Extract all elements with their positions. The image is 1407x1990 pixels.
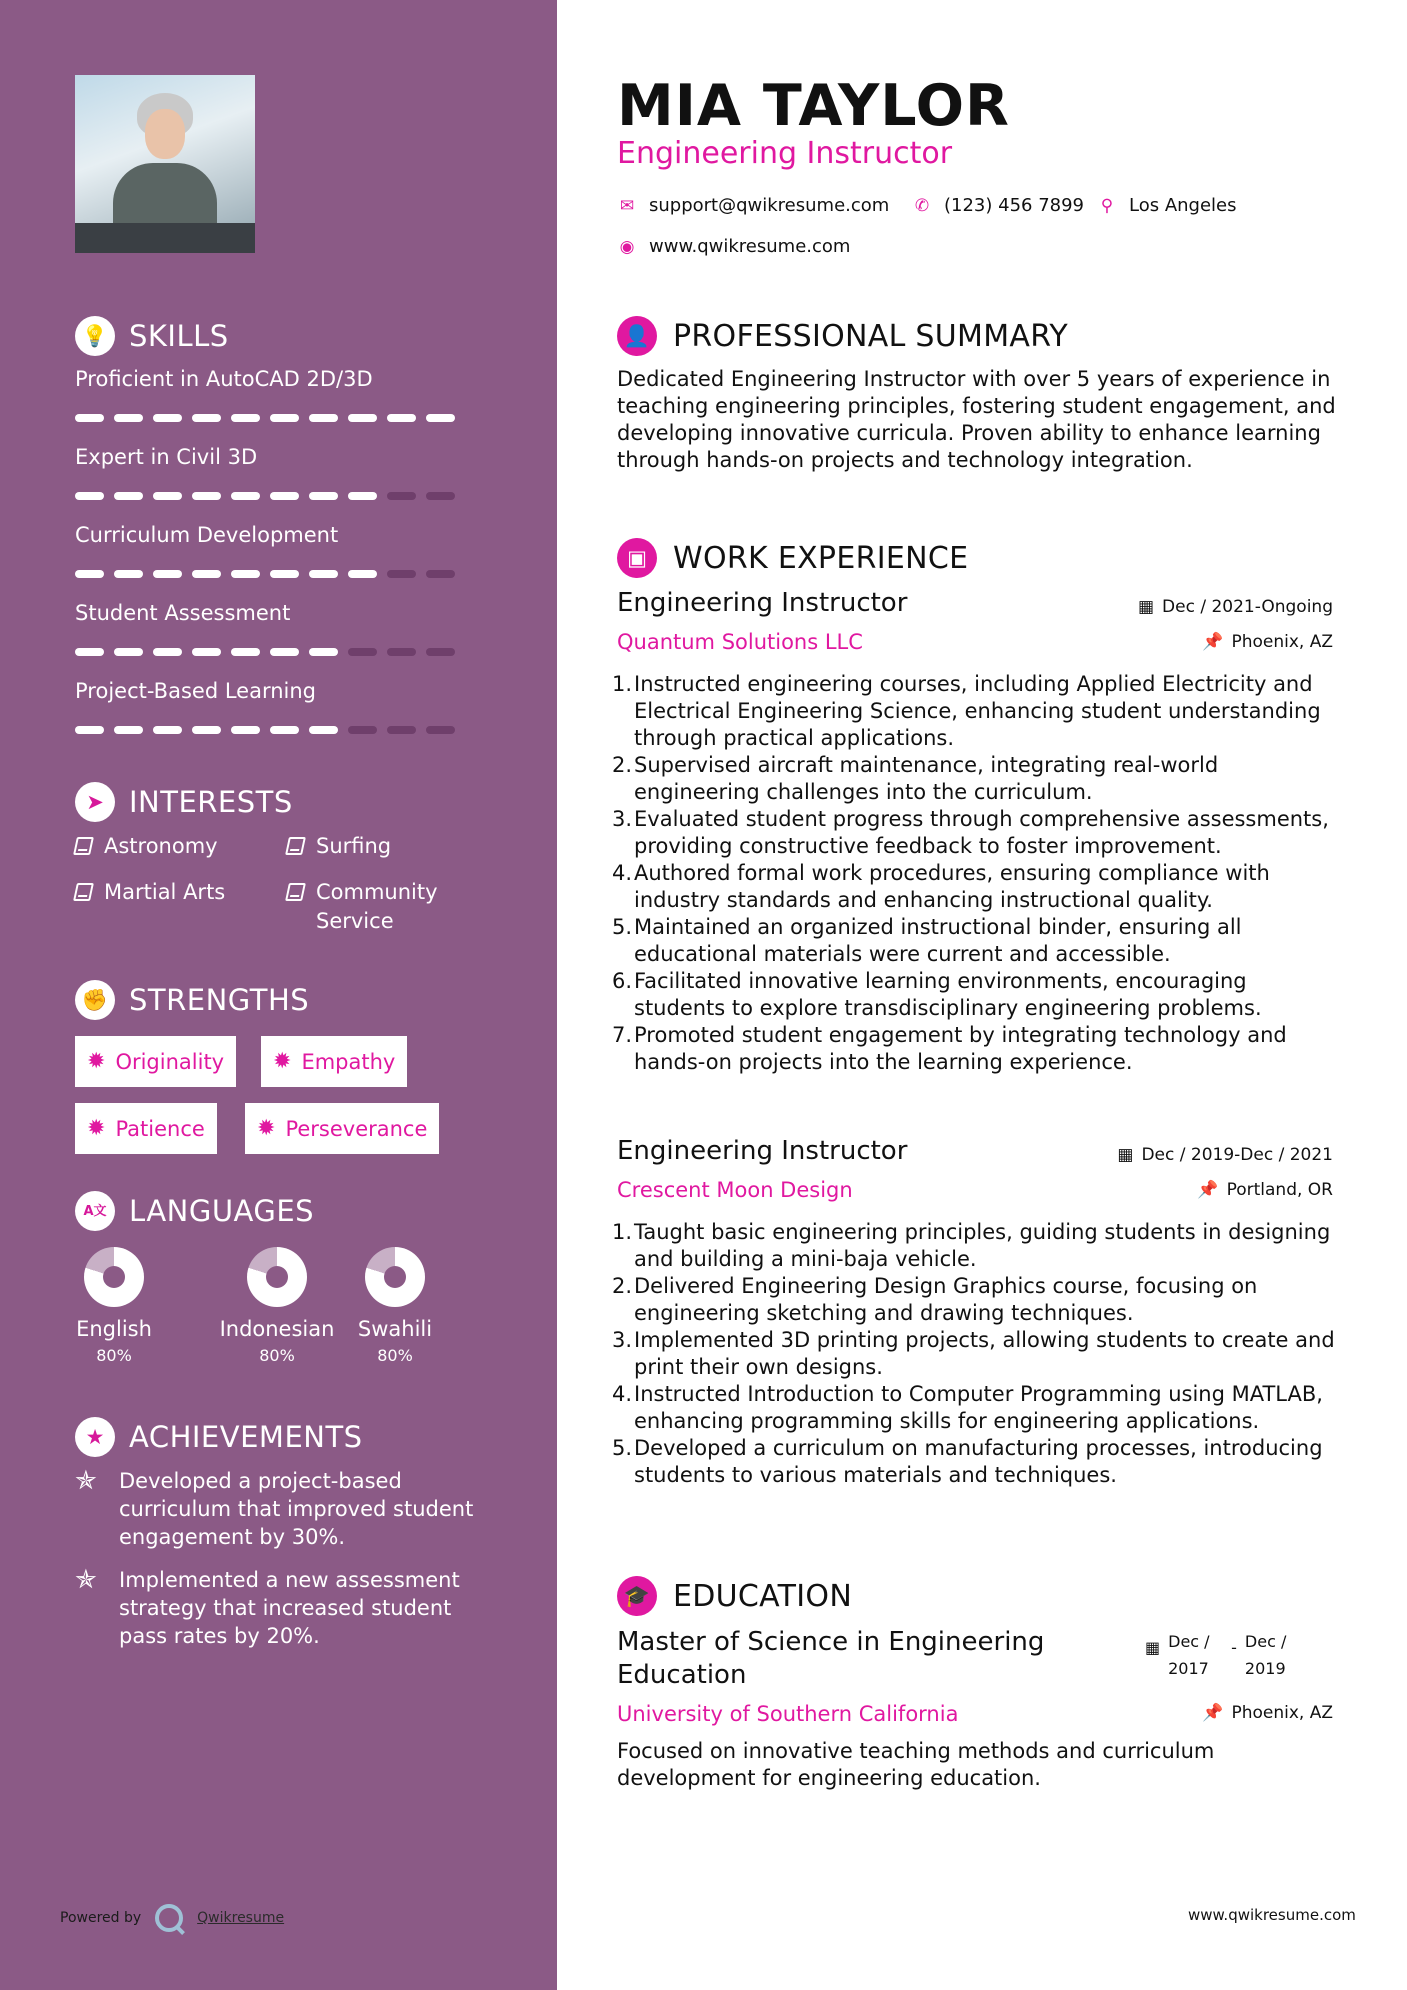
skill-level-dash <box>309 726 338 734</box>
skill-level-dash <box>348 570 377 578</box>
skill-level-dash <box>309 414 338 422</box>
star-icon: ★ <box>75 1417 115 1457</box>
skill-name: Student Assessment <box>75 601 291 625</box>
skill-level-dash <box>192 570 221 578</box>
language-item: Indonesian 80% <box>212 1247 342 1365</box>
skill-name: Expert in Civil 3D <box>75 445 258 469</box>
skill-level-dash <box>192 726 221 734</box>
job-bullet: 4. Instructed Introduction to Computer Programming using MATLAB, enhancing programming skills for engineering applications. <box>612 1382 1323 1433</box>
skill-level-dash <box>309 570 338 578</box>
skill-level-bar <box>75 492 495 500</box>
school-name: University of Southern California <box>617 1702 959 1726</box>
job-1-bullets <box>612 671 1340 1076</box>
envelope-icon: ✉ <box>619 195 635 216</box>
book-icon <box>73 837 94 855</box>
skill-level-bar <box>75 414 495 422</box>
skill-level-dash <box>387 570 416 578</box>
language-level-chart <box>247 1247 307 1307</box>
pin-icon: 📌 <box>1197 1180 1219 1200</box>
skill-name: Project-Based Learning <box>75 679 316 703</box>
job-2-title: Engineering Instructor <box>617 1136 908 1166</box>
skill-level-dash <box>348 414 377 422</box>
skill-item <box>75 366 495 422</box>
pin-icon: 📌 <box>1202 1703 1224 1723</box>
skill-level-dash <box>114 414 143 422</box>
skill-item <box>75 678 495 734</box>
brand-link[interactable]: Qwikresume <box>197 1910 285 1926</box>
language-level-chart <box>365 1247 425 1307</box>
skill-level-dash <box>231 726 260 734</box>
skill-level-dash <box>309 492 338 500</box>
candidate-name: MIA TAYLOR <box>617 73 1010 139</box>
lightbulb-icon: 💡 <box>75 316 115 356</box>
skill-level-dash <box>153 570 182 578</box>
skill-level-dash <box>387 492 416 500</box>
education-location: 📌 Phoenix, AZ <box>1202 1703 1333 1723</box>
skill-level-dash <box>231 570 260 578</box>
achievement-item: ✯ Developed a project-based curriculum that improved student engagement by 30%. <box>75 1466 474 1549</box>
skill-level-dash <box>231 492 260 500</box>
skills-header <box>75 316 229 356</box>
skill-level-dash <box>192 648 221 656</box>
skill-level-bar <box>75 570 495 578</box>
powered-by: Powered by Qwikresume <box>60 1904 284 1932</box>
skills-heading: SKILLS <box>129 319 229 353</box>
skill-level-dash <box>270 648 299 656</box>
strengths-heading: STRENGTHS <box>129 983 310 1017</box>
job-2-dates: ▦ Dec / 2019-Dec / 2021 <box>1117 1145 1333 1165</box>
footer-url[interactable]: www.qwikresume.com <box>1188 1906 1356 1924</box>
job-bullet: 6. Facilitated innovative learning environments, encouraging students to explore transdisciplinary engineering problems. <box>612 969 1262 1020</box>
strength-badge: ✹ Empathy <box>261 1036 407 1087</box>
paper-plane-icon: ➤ <box>75 782 115 822</box>
skill-item <box>75 522 495 578</box>
skill-level-dash <box>114 570 143 578</box>
job-bullet: 5. Developed a curriculum on manufacturing processes, introducing students to various materials and techniques. <box>612 1436 1323 1487</box>
skill-level-dash <box>270 726 299 734</box>
website-link[interactable]: www.qwikresume.com <box>649 236 851 257</box>
strength-badge: ✹ Originality <box>75 1036 236 1087</box>
job-bullet: 4. Authored formal work procedures, ensuring compliance with industry standards and enhancing instructional quality. <box>612 861 1270 912</box>
job-bullet: 2. Supervised aircraft maintenance, integrating real-world engineering challenges into the curriculum. <box>612 753 1219 804</box>
skill-level-dash <box>387 648 416 656</box>
job-bullet: 2. Delivered Engineering Design Graphics course, focusing on engineering sketching and drawing techniques. <box>612 1274 1258 1325</box>
languages-heading: LANGUAGES <box>129 1194 315 1228</box>
raised-fist-icon: ✊ <box>75 980 115 1020</box>
job-1-company: Quantum Solutions LLC <box>617 630 863 654</box>
email-link[interactable]: support@qwikresume.com <box>649 195 890 216</box>
globe-icon: ◉ <box>619 236 635 257</box>
skill-level-dash <box>426 648 455 656</box>
badge-icon: ✹ <box>273 1049 292 1074</box>
job-bullet: 3. Evaluated student progress through comprehensive assessments, providing constructive feedback to foster improvement. <box>612 807 1329 858</box>
shooting-star-icon: ✯ <box>75 1466 97 1496</box>
skill-level-dash <box>231 414 260 422</box>
education-header <box>617 1576 852 1616</box>
skill-level-dash <box>270 570 299 578</box>
skill-level-dash <box>75 648 104 656</box>
skill-level-dash <box>270 492 299 500</box>
job-bullet: 1. Instructed engineering courses, including Applied Electricity and Electrical Engineering Science, enhancing student understanding through practical applications. <box>612 672 1321 750</box>
skill-level-dash <box>348 648 377 656</box>
skill-level-dash <box>270 414 299 422</box>
interest-item: Community Service <box>287 878 477 936</box>
summary-text: Dedicated Engineering Instructor with over 5 years of experience in teaching engineering principles, fostering student engagement, and developing innovative curricula. Proven ability to enhance learning through hands-on projects and technology integration. <box>617 367 1336 472</box>
skill-level-dash <box>114 492 143 500</box>
interest-item: Martial Arts <box>75 878 225 907</box>
book-icon <box>285 883 306 901</box>
job-2-location: 📌 Portland, OR <box>1197 1180 1333 1200</box>
qwikresume-logo-icon <box>155 1904 183 1932</box>
badge-icon: ✹ <box>87 1049 106 1074</box>
badge-icon: ✹ <box>87 1116 106 1141</box>
job-2-company: Crescent Moon Design <box>617 1178 853 1202</box>
skill-level-dash <box>426 570 455 578</box>
skill-level-dash <box>387 414 416 422</box>
achievements-header <box>75 1417 363 1457</box>
skill-level-dash <box>75 414 104 422</box>
skill-level-dash <box>348 492 377 500</box>
skill-item <box>75 444 495 500</box>
calendar-icon: ▦ <box>1137 597 1155 617</box>
location-contact: ⚲ Los Angeles <box>1097 195 1237 216</box>
education-description: Focused on innovative teaching methods and curriculum development for engineering education. <box>617 1739 1215 1790</box>
email-contact <box>617 195 889 216</box>
skill-level-dash <box>426 492 455 500</box>
user-icon: 👤 <box>617 316 657 356</box>
website-contact <box>617 236 850 257</box>
skill-level-dash <box>348 726 377 734</box>
interests-header <box>75 782 293 822</box>
phone-icon: ✆ <box>914 195 930 216</box>
skill-name: Curriculum Development <box>75 523 339 547</box>
skill-level-dash <box>153 414 182 422</box>
skill-level-dash <box>192 492 221 500</box>
skill-level-dash <box>75 726 104 734</box>
skill-item <box>75 600 495 656</box>
profile-photo <box>75 75 255 253</box>
skill-level-bar <box>75 648 495 656</box>
skill-name: Proficient in AutoCAD 2D/3D <box>75 367 373 391</box>
interests-heading: INTERESTS <box>129 785 293 819</box>
language-level-chart <box>84 1247 144 1307</box>
skill-level-dash <box>114 726 143 734</box>
skill-level-dash <box>153 492 182 500</box>
strength-badge: ✹ Perseverance <box>245 1103 439 1154</box>
skill-level-dash <box>114 648 143 656</box>
skill-level-dash <box>153 726 182 734</box>
job-2-bullets <box>612 1219 1340 1489</box>
skill-level-dash <box>153 648 182 656</box>
education-heading: EDUCATION <box>673 1578 853 1614</box>
language-item: Swahili 80% <box>330 1247 460 1365</box>
briefcase-chair-icon: ▣ <box>617 538 657 578</box>
map-pin-icon: ⚲ <box>1100 195 1114 216</box>
skill-level-dash <box>426 726 455 734</box>
skill-level-dash <box>387 726 416 734</box>
strengths-header <box>75 980 309 1020</box>
calendar-icon: ▦ <box>1145 1638 1161 1657</box>
experience-heading: WORK EXPERIENCE <box>673 540 969 576</box>
job-bullet: 5. Maintained an organized instructional binder, ensuring all educational materials were current and accessible. <box>612 915 1242 966</box>
book-icon <box>285 837 306 855</box>
degree-title: Master of Science in Engineering Education <box>617 1627 1045 1690</box>
interest-item: Astronomy <box>75 832 218 861</box>
skill-level-dash <box>75 492 104 500</box>
job-bullet: 1. Taught basic engineering principles, guiding students in designing and building a mini-baja vehicle. <box>612 1220 1331 1271</box>
language-item: English 80% <box>49 1247 179 1365</box>
skill-level-dash <box>75 570 104 578</box>
shooting-star-icon: ✯ <box>75 1565 97 1595</box>
strength-badge: ✹ Patience <box>75 1103 217 1154</box>
calendar-icon: ▦ <box>1117 1145 1134 1165</box>
book-icon <box>73 883 94 901</box>
interest-item: Surfing <box>287 832 391 861</box>
job-1-title: Engineering Instructor <box>617 588 908 618</box>
job-1-location: 📌 Phoenix, AZ <box>1202 632 1333 652</box>
job-title: Engineering Instructor <box>617 136 953 171</box>
skill-level-bar <box>75 726 495 734</box>
education-dates: ▦ Dec / 2017 - Dec / 2019 <box>1145 1632 1287 1678</box>
phone-contact: ✆ (123) 456 7899 <box>912 195 1084 216</box>
experience-header <box>617 538 968 578</box>
sidebar <box>0 0 557 1990</box>
achievement-item: ✯ Implemented a new assessment strategy that increased student pass rates by 20%. <box>75 1565 460 1648</box>
pin-icon: 📌 <box>1202 632 1224 652</box>
summary-header <box>617 316 1068 356</box>
job-bullet: 3. Implemented 3D printing projects, allowing students to create and print their own designs. <box>612 1328 1335 1379</box>
skill-level-dash <box>231 648 260 656</box>
languages-header <box>75 1191 314 1231</box>
summary-heading: PROFESSIONAL SUMMARY <box>673 318 1069 354</box>
skill-level-dash <box>426 414 455 422</box>
achievements-heading: ACHIEVEMENTS <box>129 1420 363 1454</box>
skill-level-dash <box>192 414 221 422</box>
graduate-icon: 🎓 <box>617 1576 657 1616</box>
job-1-dates: ▦ Dec / 2021-Ongoing <box>1137 597 1333 617</box>
translate-icon: A文 <box>75 1191 115 1231</box>
badge-icon: ✹ <box>257 1116 276 1141</box>
skill-level-dash <box>309 648 338 656</box>
job-bullet: 7. Promoted student engagement by integrating technology and hands-on projects into the learning experience. <box>612 1023 1287 1074</box>
